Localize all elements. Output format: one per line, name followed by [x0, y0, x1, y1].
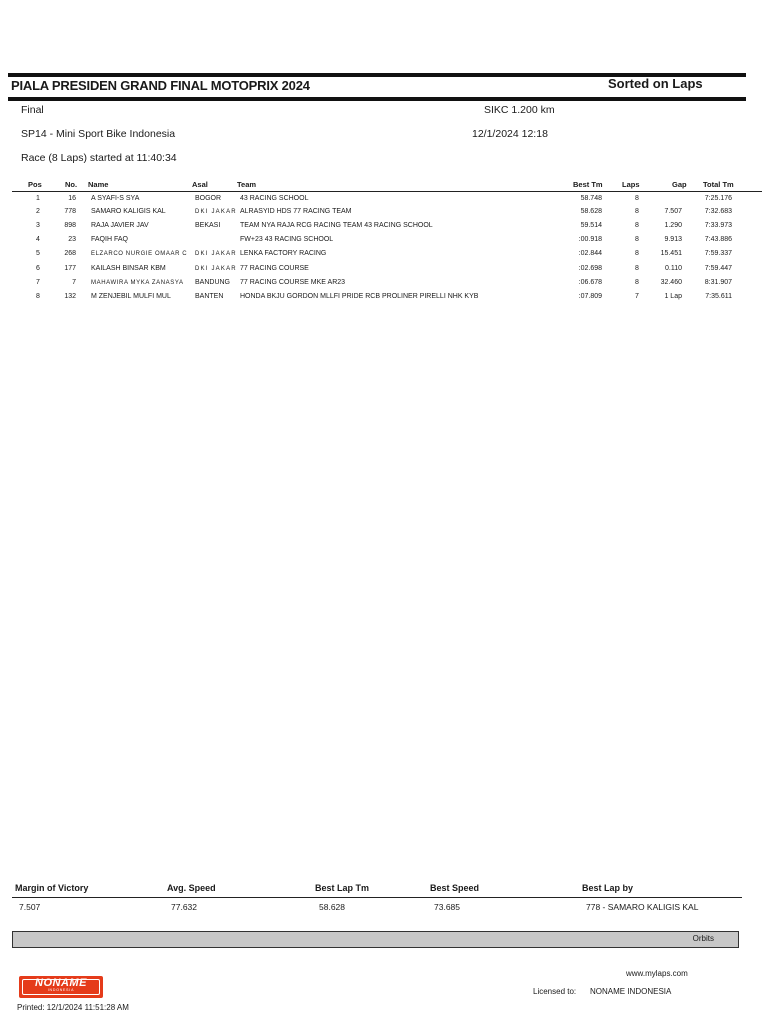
cell-pos: 8 — [36, 293, 40, 300]
track-info: SIKC 1.200 km — [484, 104, 555, 116]
cell-no: 177 — [64, 265, 76, 272]
cell-team: ALRASYID HDS 77 RACING TEAM — [240, 208, 352, 215]
licensed-value: NONAME INDONESIA — [590, 987, 672, 996]
col-header-pos: Pos — [28, 180, 42, 189]
cell-team: LENKA FACTORY RACING — [240, 250, 327, 257]
best-lap-by-label: Best Lap by — [582, 883, 634, 893]
cell-name: MAHAWIRA MYKA ZANASYA — [91, 280, 184, 286]
avg-speed-value: 77.632 — [171, 902, 197, 912]
cell-total-tm: 7:43.886 — [704, 236, 732, 243]
best-lap-tm-value: 58.628 — [319, 902, 345, 912]
cell-total-tm: 7:59.337 — [704, 250, 732, 257]
margin-of-victory-value: 7.507 — [19, 902, 41, 912]
cell-asal: BANDUNG — [195, 279, 231, 286]
table-row — [0, 195, 768, 208]
cell-total-tm: 7:35.611 — [705, 293, 732, 300]
cell-best-tm: 58.628 — [580, 208, 602, 215]
cell-team: TEAM NYA RAJA RCG RACING TEAM 43 RACING SCHOOL — [240, 222, 433, 229]
table-row — [0, 250, 768, 263]
cell-pos: 2 — [36, 208, 40, 215]
cell-name: RAJA JAVIER JAV — [91, 222, 149, 229]
cell-team: 77 RACING COURSE — [240, 265, 309, 272]
cell-best-tm: :02.698 — [578, 265, 602, 272]
col-header-gap: Gap — [672, 180, 687, 189]
cell-total-tm: 7:32.683 — [704, 208, 732, 215]
cell-pos: 6 — [36, 265, 40, 272]
logo-subtext: INDONESIA — [47, 988, 75, 992]
cell-best-tm: 58.748 — [580, 195, 602, 202]
cell-asal: DKI JAKAR — [195, 209, 237, 215]
cell-pos: 5 — [36, 250, 40, 257]
best-speed-label: Best Speed — [430, 883, 480, 893]
cell-name: M ZENJEBIL MULFI MUL — [91, 293, 171, 300]
best-lap-tm-label: Best Lap Tm — [315, 883, 370, 893]
best-lap-by-value: 778 - SAMARO KALIGIS KAL — [586, 902, 699, 912]
cell-best-tm: :07.809 — [578, 293, 602, 300]
table-row — [0, 265, 768, 278]
cell-best-tm: :02.844 — [578, 250, 602, 257]
col-header-name: Name — [88, 180, 109, 189]
cell-asal: BANTEN — [195, 293, 224, 300]
cell-asal: DKI JAKAR — [195, 251, 237, 257]
website-link[interactable]: www.mylaps.com — [626, 969, 688, 978]
cell-laps: 8 — [635, 195, 639, 202]
cell-team: HONDA BKJU GORDON MLLFI PRIDE RCB PROLINER PIRELLI NHK KYB — [240, 293, 479, 300]
table-row — [0, 293, 768, 306]
cell-team: FW+23 43 RACING SCHOOL — [240, 236, 334, 243]
header-bottom-rule — [8, 97, 746, 101]
race-info: Race (8 Laps) started at 11:40:34 — [21, 152, 177, 164]
cell-asal: BEKASI — [195, 222, 221, 229]
session-name: Final — [21, 104, 44, 116]
cell-no: 268 — [64, 250, 76, 257]
col-header-team: Team — [237, 180, 257, 189]
cell-asal: BOGOR — [195, 195, 222, 202]
noname-logo — [19, 976, 103, 998]
cell-no: 778 — [64, 208, 76, 215]
licensed-label: Licensed to: — [533, 987, 577, 996]
table-row — [0, 222, 768, 235]
cell-no: 132 — [64, 293, 76, 300]
cell-name: ELZARCO NURGIE OMAAR C — [91, 251, 188, 257]
avg-speed-label: Avg. Speed — [167, 883, 216, 893]
cell-gap: 15.451 — [660, 250, 682, 257]
table-row — [0, 208, 768, 221]
cell-laps: 8 — [635, 279, 639, 286]
col-header-total-tm: Total Tm — [703, 180, 734, 189]
cell-best-tm: :06.678 — [578, 279, 602, 286]
table-header-rule — [12, 191, 762, 192]
cell-laps: 8 — [635, 236, 639, 243]
cell-best-tm: :00.918 — [578, 236, 602, 243]
cell-gap: 7.507 — [664, 208, 682, 215]
cell-gap: 0.110 — [665, 265, 682, 272]
sort-label: Sorted on Laps — [608, 76, 703, 91]
cell-total-tm: 7:25.176 — [704, 195, 732, 202]
cell-name: FAQIH FAQ — [91, 236, 128, 243]
cell-laps: 8 — [635, 208, 639, 215]
cell-total-tm: 7:59.447 — [704, 265, 732, 272]
table-row — [0, 236, 768, 249]
cell-pos: 4 — [36, 236, 40, 243]
cell-pos: 1 — [36, 195, 40, 202]
summary-rule — [12, 897, 742, 898]
cell-pos: 3 — [36, 222, 40, 229]
col-header-no: No. — [65, 180, 78, 189]
cell-team: 77 RACING COURSE MKE AR23 — [240, 279, 346, 286]
cell-no: 7 — [72, 279, 76, 286]
cell-best-tm: 59.514 — [580, 222, 602, 229]
cell-gap: 1.290 — [664, 222, 682, 229]
cell-gap: 32.460 — [660, 279, 682, 286]
cell-total-tm: 7:33.973 — [704, 222, 732, 229]
printed-timestamp: Printed: 12/1/2024 11:51:28 AM — [17, 1003, 129, 1012]
cell-laps: 7 — [635, 293, 639, 300]
cell-pos: 7 — [36, 279, 40, 286]
race-datetime: 12/1/2024 12:18 — [472, 128, 548, 140]
cell-name: SAMARO KALIGIS KAL — [91, 208, 166, 215]
table-row — [0, 279, 768, 292]
cell-name: A SYAFI-S SYA — [91, 195, 140, 202]
orbits-label: Orbits — [692, 934, 714, 943]
best-speed-value: 73.685 — [434, 902, 460, 912]
orbits-bar — [12, 931, 739, 948]
col-header-asal: Asal — [192, 180, 208, 189]
cell-no: 16 — [68, 195, 76, 202]
class-name: SP14 - Mini Sport Bike Indonesia — [21, 128, 176, 140]
cell-gap: 1 Lap — [664, 293, 682, 300]
cell-total-tm: 8:31.907 — [704, 279, 732, 286]
cell-asal: DKI JAKAR — [195, 266, 237, 272]
cell-laps: 8 — [635, 222, 639, 229]
cell-gap: 9.913 — [664, 236, 682, 243]
cell-laps: 8 — [635, 265, 639, 272]
cell-team: 43 RACING SCHOOL — [240, 195, 309, 202]
col-header-laps: Laps — [622, 180, 640, 189]
logo-wordmark: NONAME — [35, 977, 87, 989]
col-header-best-tm: Best Tm — [573, 180, 603, 189]
cell-name: KAILASH BINSAR KBM — [91, 265, 166, 272]
cell-no: 23 — [68, 236, 76, 243]
cell-no: 898 — [64, 222, 76, 229]
event-title: PIALA PRESIDEN GRAND FINAL MOTOPRIX 2024 — [11, 78, 310, 93]
margin-of-victory-label: Margin of Victory — [15, 883, 89, 893]
cell-laps: 8 — [635, 250, 639, 257]
